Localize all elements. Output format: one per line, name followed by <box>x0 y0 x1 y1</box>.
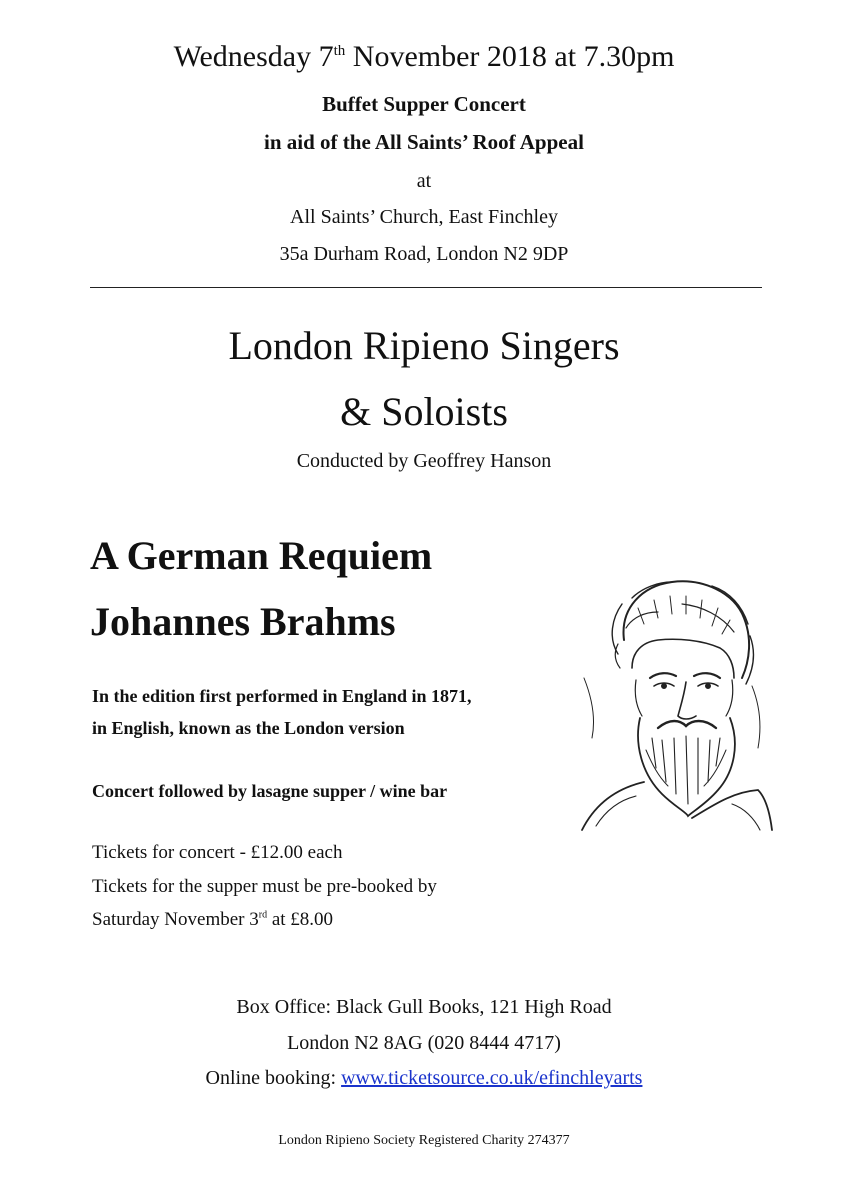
online-booking-label: Online booking: <box>205 1067 342 1089</box>
conductor: Conducted by Geoffrey Hanson <box>296 450 552 472</box>
event-cause: in aid of the All Saints’ Roof Appeal <box>264 130 584 154</box>
at-label: at <box>416 170 432 192</box>
date-ordinal: rd <box>258 909 268 921</box>
ensemble-soloists: & Soloists <box>340 389 508 434</box>
venue-address: 35a Durham Road, London N2 9DP <box>279 243 569 265</box>
event-date: Wednesday 7th November 2018 at 7.30pm <box>173 40 675 73</box>
work-title: A German Requiem <box>90 533 433 578</box>
venue-name: All Saints’ Church, East Finchley <box>290 206 558 228</box>
edition-note-line1: In the edition first performed in England in 1871, <box>92 686 472 706</box>
box-office-line1: Box Office: Black Gull Books, 121 High Road <box>236 996 612 1018</box>
ticket-supper-line1: Tickets for the supper must be pre-booked by <box>92 876 437 897</box>
box-office-line2: London N2 8AG (020 8444 4717) <box>287 1032 561 1054</box>
online-booking-link[interactable]: www.ticketsource.co.uk/efinchleyarts <box>341 1067 643 1089</box>
ticket-supper-line2: Saturday November 3rd at £8.00 <box>92 909 334 930</box>
online-booking <box>0 1067 848 1090</box>
date-ordinal: th <box>333 43 346 59</box>
ensemble-name: London Ripieno Singers <box>228 323 620 368</box>
divider <box>90 287 762 288</box>
edition-note-line2: in English, known as the London version <box>92 718 405 738</box>
ticket-concert: Tickets for concert - £12.00 each <box>92 842 343 863</box>
composer-name: Johannes Brahms <box>90 599 396 644</box>
brahms-portrait-icon <box>562 568 774 836</box>
event-title: Buffet Supper Concert <box>322 92 526 116</box>
charity-footer: London Ripieno Society Registered Charity 274377 <box>278 1133 570 1148</box>
supper-note: Concert followed by lasagne supper / wine bar <box>92 781 448 801</box>
